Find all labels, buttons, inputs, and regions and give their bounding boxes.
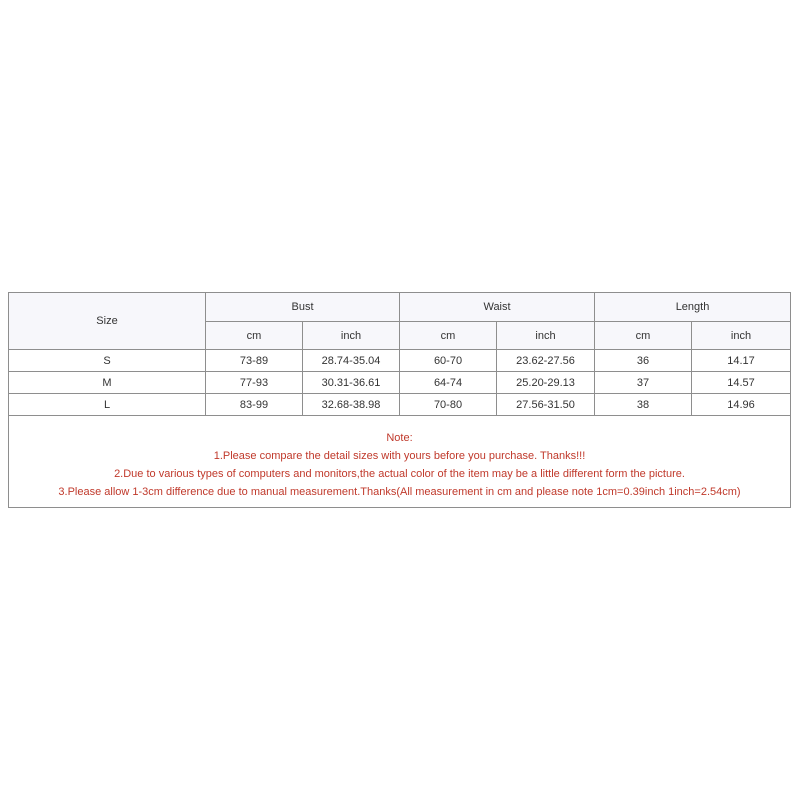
size-header: Size [9,293,206,350]
waist-header: Waist [400,293,595,322]
table-cell: 30.31-36.61 [303,372,400,394]
table-cell: 36 [595,350,692,372]
table-cell: 73-89 [206,350,303,372]
unit-header: cm [206,322,303,350]
unit-header: inch [497,322,595,350]
table-cell: 32.68-38.98 [303,394,400,416]
notes-title: Note: [386,432,413,444]
note-line: 1.Please compare the detail sizes with yours before you purchase. Thanks!!! [213,450,586,462]
size-cell: M [9,372,206,394]
size-cell: L [9,394,206,416]
size-chart [8,292,791,508]
unit-header: inch [303,322,400,350]
note-line: 3.Please allow 1-3cm difference due to manual measurement.Thanks(All measurement in cm and please note 1cm=0.39inch 1inch=2.54cm) [58,486,741,498]
table-cell: 37 [595,372,692,394]
table-cell: 14.57 [692,372,791,394]
table-cell: 23.62-27.56 [497,350,595,372]
table-cell: 25.20-29.13 [497,372,595,394]
table-cell: 14.17 [692,350,791,372]
notes-section [9,419,790,507]
bust-header: Bust [206,293,400,322]
unit-header: inch [692,322,791,350]
table-cell: 27.56-31.50 [497,394,595,416]
size-table [8,292,791,416]
table-cell: 14.96 [692,394,791,416]
note-line: 2.Due to various types of computers and monitors,the actual color of the item may be a little different form the picture. [114,468,685,480]
size-cell: S [9,350,206,372]
table-cell: 38 [595,394,692,416]
table-cell: 60-70 [400,350,497,372]
table-cell: 77-93 [206,372,303,394]
table-cell: 28.74-35.04 [303,350,400,372]
table-row [9,350,791,372]
table-row [9,394,791,416]
unit-header: cm [595,322,692,350]
table-cell: 70-80 [400,394,497,416]
table-row [9,372,791,394]
length-header: Length [595,293,791,322]
table-cell: 83-99 [206,394,303,416]
header-group-row [9,293,791,322]
table-cell: 64-74 [400,372,497,394]
unit-header: cm [400,322,497,350]
